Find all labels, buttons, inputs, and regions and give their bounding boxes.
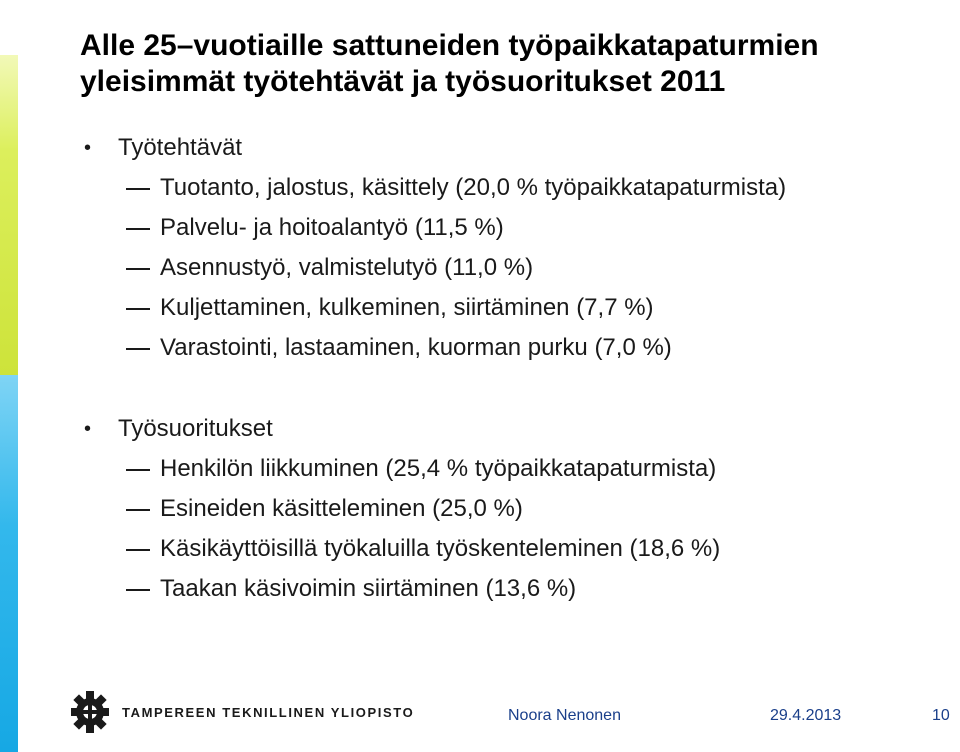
- dash: [126, 549, 150, 551]
- accent-band-green: [0, 55, 18, 375]
- list-item: [80, 529, 940, 569]
- list-item-label: Käsikäyttöisillä työkaluilla työskenteleminen (18,6 %): [160, 535, 721, 562]
- footer-author: Noora Nenonen: [508, 707, 621, 724]
- list-item-label: Varastointi, lastaaminen, kuorman purku (7,0 %): [160, 334, 672, 361]
- footer-date: 29.4.2013: [770, 707, 842, 724]
- list-item: [80, 449, 940, 489]
- dash: [126, 589, 150, 591]
- list-item: [80, 328, 940, 368]
- logo-text: TAMPEREEN TEKNILLINEN YLIOPISTO: [122, 704, 415, 720]
- page-number: 10: [932, 707, 950, 724]
- section-heading-label: Työsuoritukset: [118, 415, 273, 442]
- list-item-label: Asennustyö, valmistelutyö (11,0 %): [160, 254, 534, 281]
- bullet: •: [84, 418, 92, 440]
- dash: [126, 509, 150, 511]
- list-item: [80, 489, 940, 529]
- list-item: [80, 248, 940, 288]
- dash: [126, 348, 150, 350]
- list-item: [80, 288, 940, 328]
- accent-band-blue: [0, 375, 18, 752]
- section-heading-tyosuoritukset: [80, 409, 940, 449]
- section-heading-label: Työtehtävät: [118, 134, 243, 161]
- dash: [126, 268, 150, 270]
- list-item: [80, 569, 940, 609]
- list-item-label: Henkilön liikkuminen (25,4 % työpaikkatapaturmista): [160, 455, 717, 482]
- list-item-label: Taakan käsivoimin siirtäminen (13,6 %): [160, 575, 577, 602]
- bullet: •: [84, 137, 92, 159]
- spacer: [80, 368, 940, 409]
- slide-title: [80, 28, 950, 100]
- list-item: [80, 208, 940, 248]
- title-line-2: yleisimmät työtehtävät ja työsuoritukset 2011: [80, 65, 726, 98]
- list-item-label: Esineiden käsitteleminen (25,0 %): [160, 495, 523, 522]
- university-logo: [70, 690, 414, 734]
- dash: [126, 188, 150, 190]
- list-item-label: Tuotanto, jalostus, käsittely (20,0 % työpaikkatapaturmista): [160, 174, 787, 201]
- title-line-1: Alle 25–vuotiaille sattuneiden työpaikkatapaturmien: [80, 29, 819, 62]
- section-heading-tyotehtavat: [80, 128, 940, 168]
- dash: [126, 469, 150, 471]
- slide-content: [80, 128, 940, 609]
- list-item-label: Kuljettaminen, kulkeminen, siirtäminen (7,7 %): [160, 294, 654, 321]
- list-item-label: Palvelu- ja hoitoalantyö (11,5 %): [160, 214, 504, 241]
- list-item: [80, 168, 940, 208]
- dash: [126, 308, 150, 310]
- gear-logo-icon: [70, 690, 110, 734]
- dash: [126, 228, 150, 230]
